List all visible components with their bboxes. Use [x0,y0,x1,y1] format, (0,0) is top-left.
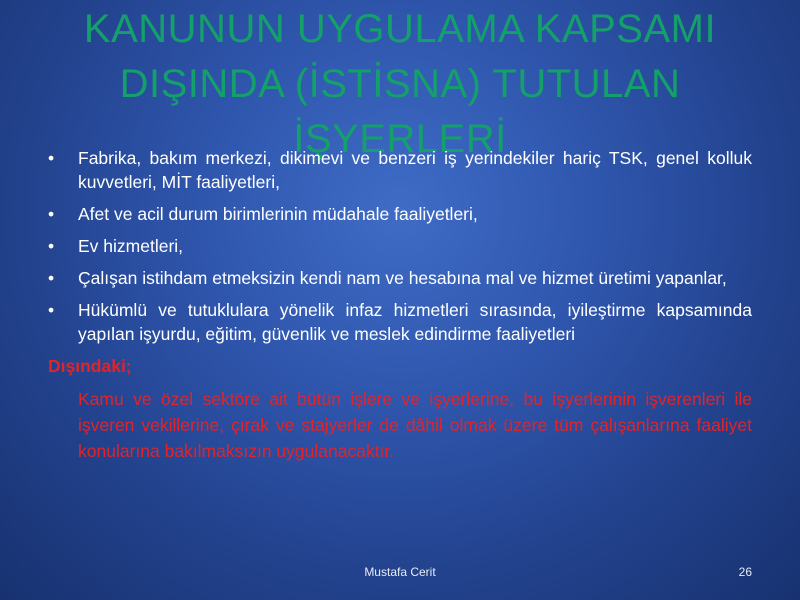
bullet-list [48,146,752,346]
bullet-item [48,266,752,290]
bullet-text: Ev hizmetleri, [78,236,184,256]
bullet-icon: • [48,204,55,224]
bullet-icon: • [48,268,55,288]
bullet-text: Çalışan istihdam etmeksizin kendi nam ve hesabına mal ve hizmet üretimi yapanlar, [78,268,727,288]
page-number: 26 [738,565,752,579]
bullet-item [48,146,752,194]
bullet-text: Hükümlü ve tutuklulara yönelik infaz hizmetleri sırasında, iyileştirme kapsamında yapılan işyurdu, eğitim, güvenlik ve meslek edindirme faaliyetleri [78,300,752,344]
slide-content [48,146,752,464]
bullet-icon: • [48,300,55,320]
exclusions-label: Dışındaki; [48,356,132,376]
bullet-text: Fabrika, bakım merkezi, dikimevi ve benzeri iş yerindekiler hariç TSK, genel kolluk kuvvetleri, MİT faaliyetleri, [78,148,752,192]
exclusions-text: Kamu ve özel sektöre ait bütün işlere ve işyerlerine, bu işyerlerinin işverenleri ile işveren vekillerine, çırak ve stajyerler de dâhil olmak üzere tüm çalışanlarına faaliyet konularına bakılmaksızın uygulanacaktır. [78,389,752,461]
bullet-item [48,298,752,346]
bullet-icon: • [48,236,55,256]
bullet-icon: • [48,148,55,168]
bullet-item [48,202,752,226]
bullet-item [48,234,752,258]
bullet-text: Afet ve acil durum birimlerinin müdahale faaliyetleri, [78,204,478,224]
slide-title: KANUNUN UYGULAMA KAPSAMI DIŞINDA (İSTİSNA) TUTULAN İŞYERLERİ [83,7,717,161]
footer-author: Mustafa Cerit [364,565,436,579]
